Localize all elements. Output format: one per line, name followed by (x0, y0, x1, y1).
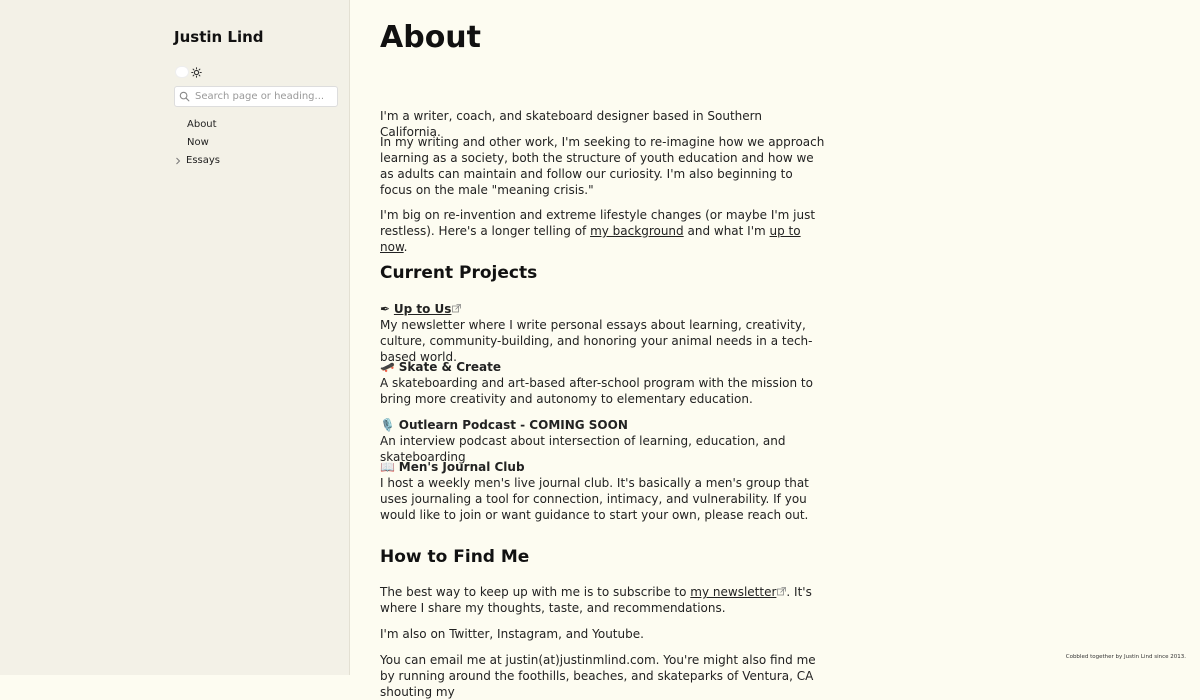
sidebar-item-essays[interactable] (174, 152, 220, 170)
project-item (380, 359, 825, 407)
text-span: . It's where I share my thoughts, taste, and recommendations. (380, 585, 812, 615)
book-icon: 📖 (380, 460, 395, 474)
site-title[interactable]: Justin Lind (174, 28, 264, 46)
project-title: Outlearn Podcast - COMING SOON (398, 418, 628, 432)
newsletter-link[interactable]: my newsletter (690, 585, 777, 599)
project-description: My newsletter where I write personal essays about learning, creativity, culture, community-building, and honoring your animal needs in a tech-based world. (380, 318, 813, 364)
find-me-heading: How to Find Me (380, 547, 530, 567)
sidebar-item-label: Now (187, 137, 209, 148)
sidebar-item-about[interactable] (174, 116, 220, 134)
page-title: About (380, 20, 482, 55)
project-description: An interview podcast about intersection of learning, education, and skateboarding (380, 434, 786, 464)
project-item (380, 301, 825, 365)
sidebar-item-now[interactable] (174, 134, 220, 152)
now-link[interactable]: up to now (380, 224, 801, 254)
up-to-us-link[interactable]: Up to Us (393, 302, 452, 316)
search-input[interactable] (195, 91, 335, 102)
background-link[interactable]: my background (590, 224, 684, 238)
project-item (380, 459, 825, 523)
text-span: and what I'm (683, 224, 770, 238)
newsletter-paragraph (380, 584, 825, 616)
text-span: I'm big on re-invention and extreme lifestyle changes (or maybe I'm just restless). Here's a longer telling of (380, 208, 816, 238)
theme-toggle[interactable] (175, 65, 205, 79)
toggle-track[interactable] (175, 66, 189, 78)
projects-heading: Current Projects (380, 263, 538, 283)
socials-paragraph: I'm also on Twitter, Instagram, and Youtube. (380, 627, 644, 641)
project-item (380, 417, 825, 465)
sun-icon (191, 67, 202, 78)
mission-paragraph: In my writing and other work, I'm seeking to re-imagine how we approach learning as a society, both the structure of youth education and how we as adults can maintain and follow our curiosity. I'm also beginning to focus on the male "meaning crisis." (380, 135, 825, 197)
project-description: I host a weekly men's live journal club. It's basically a men's group that uses journaling a tool for connection, intimacy, and vulnerability. If you would like to join or want guidance to start your own, please reach out. (380, 476, 809, 522)
microphone-icon: 🎙️ (380, 418, 395, 432)
text-span: . (403, 240, 408, 254)
project-title: Skate & Create (398, 360, 502, 374)
external-link-icon (452, 301, 461, 317)
project-title: Men's Journal Club (398, 460, 525, 474)
reinvention-paragraph (380, 207, 825, 255)
chevron-right-icon[interactable] (174, 157, 182, 165)
intro-paragraph: I'm a writer, coach, and skateboard designer based in Southern California. (380, 109, 762, 139)
project-description: A skateboarding and art-based after-school program with the mission to bring more creativity and autonomy to elementary education. (380, 376, 813, 406)
sidebar-item-label: Essays (186, 155, 220, 166)
search-box[interactable] (174, 86, 338, 107)
text-span: The best way to keep up with me is to subscribe to (380, 585, 691, 599)
sidebar-item-label: About (187, 119, 217, 130)
email-paragraph: You can email me at justin(at)justinmlind.com. You're might also find me by running around the foothills, beaches, and skateparks of Ventura, CA shouting my (380, 653, 816, 699)
skateboard-icon: 🛹 (380, 360, 395, 374)
sidebar (0, 0, 350, 675)
footer-note: Cobbled together by Justin Lind since 2013. (1065, 654, 1186, 660)
pen-icon: ✒ (380, 302, 391, 316)
sidebar-nav (174, 116, 220, 170)
search-icon (179, 91, 190, 102)
